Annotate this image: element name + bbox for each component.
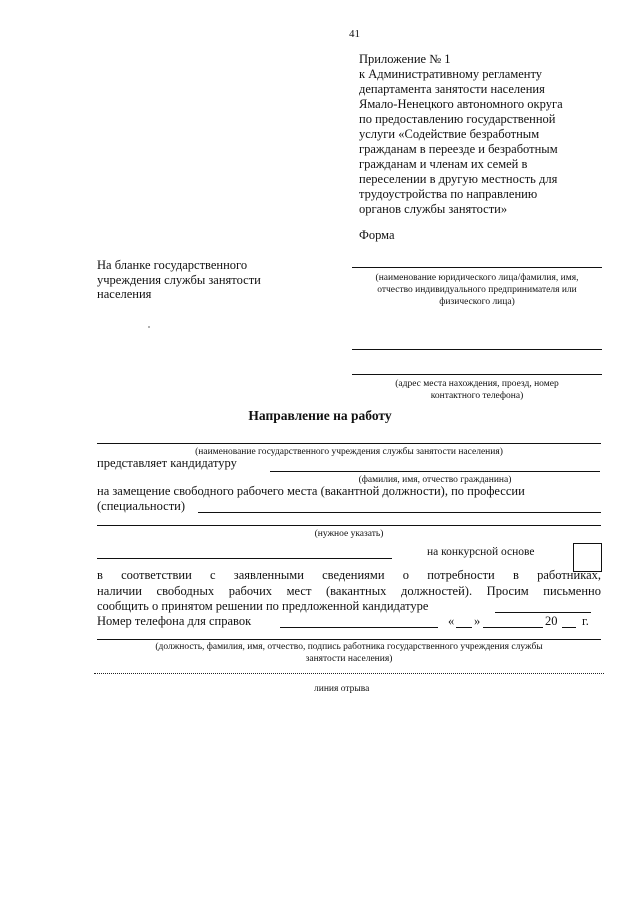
appendix-line: Приложение № 1 [359, 52, 451, 66]
scan-speck [148, 326, 150, 328]
tear-line [94, 673, 604, 674]
appendix-line: переселении в другую местность для [359, 172, 558, 186]
paragraph-line: в соответствии с заявленными сведениями о потребности в работниках, [97, 568, 601, 582]
caption-line: занятости населения) [305, 654, 393, 664]
signature-caption [97, 641, 601, 665]
profession-field-2[interactable] [97, 525, 601, 526]
document-title: Направление на работу [248, 408, 392, 423]
appendix-line: Ямало-Ненецкого автономного округа [359, 97, 563, 111]
letterhead-note [97, 258, 261, 302]
signature-field[interactable] [97, 639, 601, 640]
year-suffix: г. [582, 614, 589, 628]
profession-field[interactable] [198, 512, 601, 513]
represents-label: представляет кандидатуру [97, 456, 237, 470]
appendix-line: гражданам и членам их семей в [359, 157, 528, 171]
competitive-basis-field[interactable] [97, 558, 392, 559]
specialty-label: (специальности) [97, 499, 186, 513]
institution-caption: (наименование государственного учреждения службы занятости населения) [195, 447, 503, 457]
tear-line-label: линия отрыва [314, 684, 370, 694]
candidate-name-field[interactable] [270, 471, 600, 472]
caption-line: (адрес места нахождения, проезд, номер [395, 379, 559, 389]
appendix-line: услуги «Содействие безработным [359, 127, 540, 141]
date-day-field[interactable] [456, 627, 472, 628]
appendix-line: трудоустройства по направлению [359, 187, 538, 201]
addressee-address-field-2[interactable] [352, 374, 602, 375]
letterhead-note-line: учреждения службы занятости [97, 272, 261, 287]
phone-label: Номер телефона для справок [97, 614, 252, 628]
caption-line: физического лица) [439, 297, 515, 307]
addressee-address-field-1[interactable] [352, 349, 602, 350]
specify-caption: (нужное указать) [314, 529, 384, 539]
date-open-quote: « [448, 614, 455, 628]
phone-field[interactable] [280, 627, 438, 628]
addressee-address-caption [348, 378, 606, 402]
appendix-header [359, 52, 619, 217]
date-year-field[interactable] [562, 627, 576, 628]
paragraph-line: наличии свободных рабочих мест (вакантных должностей). Просим письменно [97, 584, 601, 598]
form-label: Форма [359, 228, 395, 242]
appendix-line: департамента занятости населения [359, 82, 545, 96]
caption-line: (должность, фамилия, имя, отчество, подпись работника государственного учреждения службы [155, 642, 543, 652]
paragraph-line: сообщить о принятом решении по предложенной кандидатуре [97, 599, 429, 613]
vacancy-line: на замещение свободного рабочего места (вакантной должности), по профессии [97, 484, 525, 498]
date-month-field[interactable] [483, 627, 543, 628]
institution-name-field[interactable] [97, 443, 601, 444]
caption-line: (наименование юридического лица/фамилия, имя, [375, 273, 579, 283]
competitive-label: на конкурсной основе [427, 546, 535, 558]
addressee-name-field[interactable] [352, 267, 602, 268]
letterhead-note-line: населения [97, 287, 152, 301]
year-prefix: 20 [545, 614, 558, 628]
caption-line: контактного телефона) [430, 391, 524, 401]
date-close-quote: » [474, 614, 481, 628]
page-number: 41 [349, 28, 360, 40]
appendix-line: гражданам в переезде и безработным [359, 142, 558, 156]
appendix-line: органов службы занятости» [359, 202, 508, 216]
candidate-caption: (фамилия, имя, отчество гражданина) [358, 475, 512, 485]
appendix-line: по предоставлению государственной [359, 112, 556, 126]
addressee-name-caption [348, 272, 606, 308]
appendix-line: к Административному регламенту [359, 67, 543, 81]
decision-field[interactable] [495, 612, 591, 613]
caption-line: отчество индивидуального предпринимателя или [377, 285, 577, 295]
letterhead-note-line: На бланке государственного [97, 258, 248, 272]
